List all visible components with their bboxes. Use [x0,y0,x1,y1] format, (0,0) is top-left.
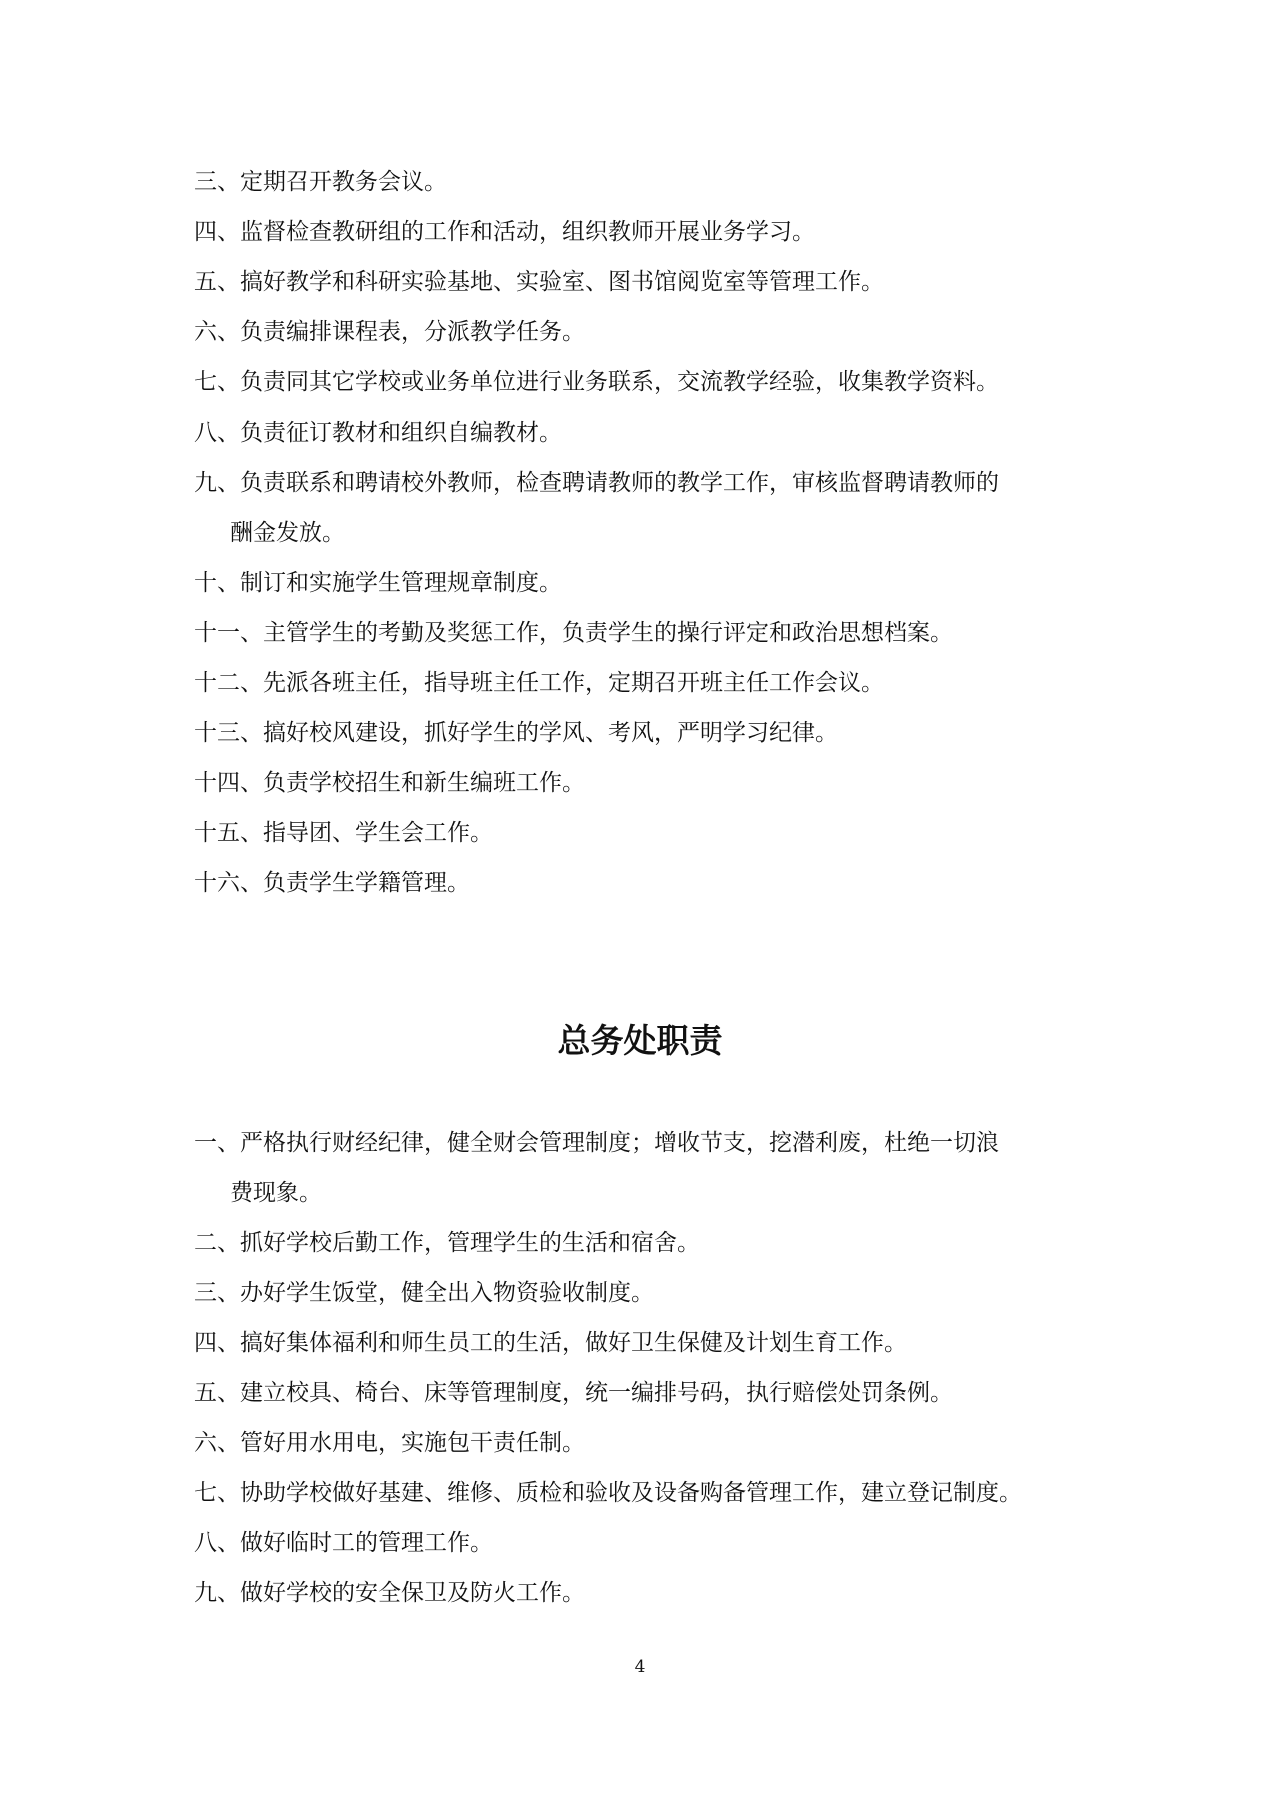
list-item: 十五、指导团、学生会工作。 [194,820,493,846]
list-item: 十、制订和实施学生管理规章制度。 [194,570,562,596]
list-item: 六、管好用水用电，实施包干责任制。 [194,1430,585,1456]
list-item: 九、做好学校的安全保卫及防火工作。 [194,1580,585,1606]
list-item: 四、搞好集体福利和师生员工的生活，做好卫生保健及计划生育工作。 [194,1330,907,1356]
list-item: 三、办好学生饭堂，健全出入物资验收制度。 [194,1280,654,1306]
list-item: 五、建立校具、椅台、床等管理制度，统一编排号码，执行赔偿处罚条例。 [194,1380,953,1406]
list-item: 十三、搞好校风建设，抓好学生的学风、考风，严明学习纪律。 [194,720,838,746]
page-number: 4 [634,1657,646,1677]
list-item: 十一、主管学生的考勤及奖惩工作，负责学生的操行评定和政治思想档案。 [194,620,953,646]
list-item: 六、负责编排课程表，分派教学任务。 [194,319,585,345]
list-item: 九、负责联系和聘请校外教师，检查聘请教师的教学工作，审核监督聘请教师的 [194,470,999,496]
list-item: 四、监督检查教研组的工作和活动，组织教师开展业务学习。 [194,219,815,245]
list-item: 十四、负责学校招生和新生编班工作。 [194,770,585,796]
list-item: 二、抓好学校后勤工作，管理学生的生活和宿舍。 [194,1230,700,1256]
list-item: 一、严格执行财经纪律，健全财会管理制度；增收节支，挖潜利废，杜绝一切浪 [194,1130,999,1156]
list-item: 十六、负责学生学籍管理。 [194,870,470,896]
list-item: 五、搞好教学和科研实验基地、实验室、图书馆阅览室等管理工作。 [194,269,884,295]
list-item: 三、定期召开教务会议。 [194,169,447,195]
section-title: 总务处职责 [557,1021,723,1060]
list-item-continuation: 费现象。 [230,1180,322,1206]
list-item: 七、协助学校做好基建、维修、质检和验收及设备购备管理工作，建立登记制度。 [194,1480,1022,1506]
list-item: 十二、先派各班主任，指导班主任工作，定期召开班主任工作会议。 [194,670,884,696]
list-item: 八、做好临时工的管理工作。 [194,1530,493,1556]
list-item: 七、负责同其它学校或业务单位进行业务联系，交流教学经验，收集教学资料。 [194,369,999,395]
list-item-continuation: 酬金发放。 [230,520,345,546]
list-item: 八、负责征订教材和组织自编教材。 [194,420,562,446]
